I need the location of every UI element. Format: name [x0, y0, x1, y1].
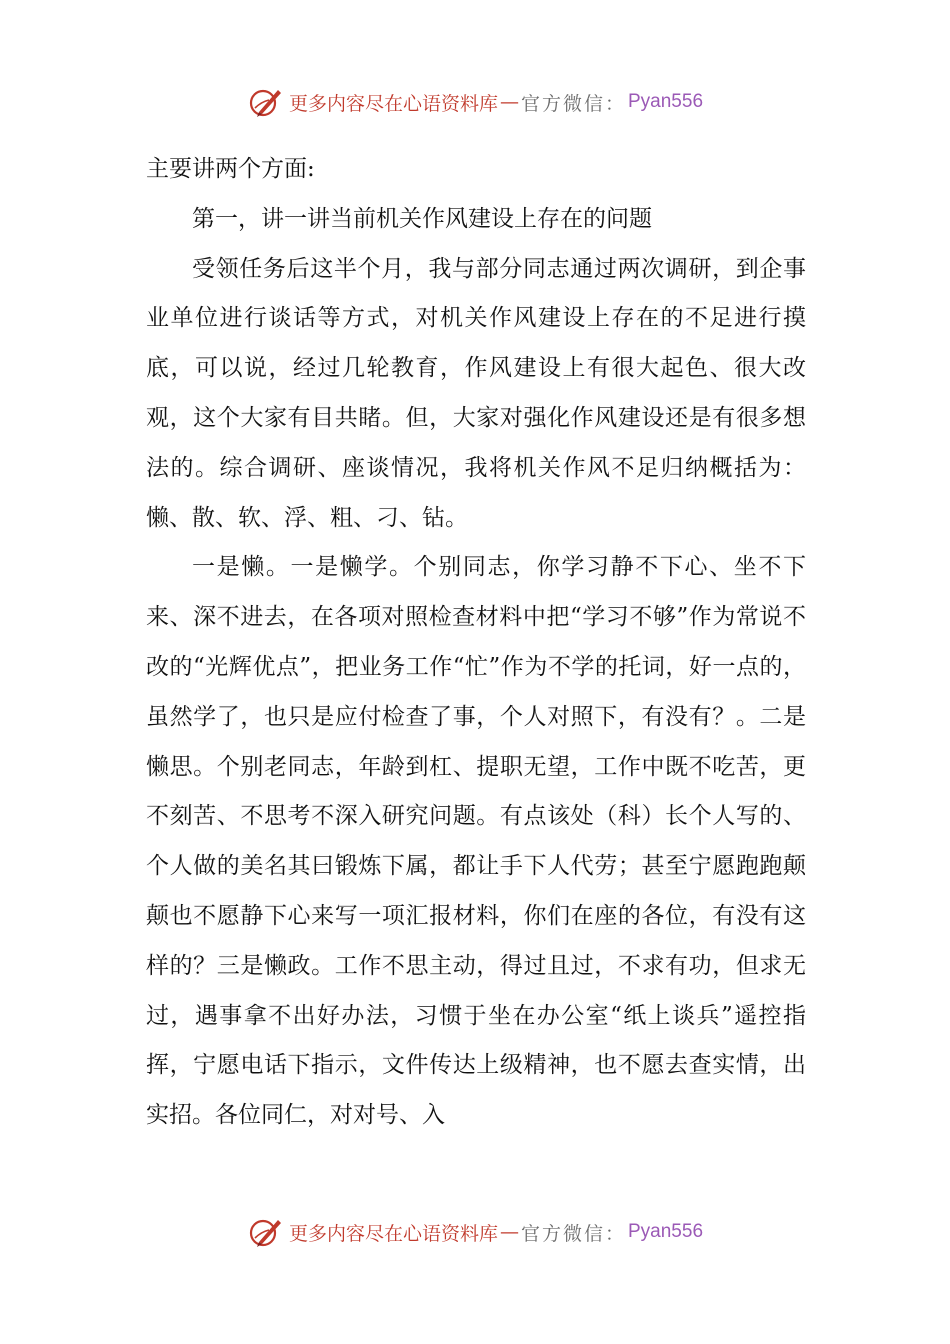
banner-label: 官方微信： [520, 92, 626, 115]
document-body [146, 145, 806, 1141]
footer-banner [0, 1212, 950, 1252]
banner-brand: 更多内容尽在心语资料库 [288, 1222, 498, 1245]
section-heading: 第一，讲一讲当前机关作风建设上存在的问题 [192, 205, 652, 232]
paragraph-intro: 主要讲两个方面: [146, 156, 315, 182]
paragraph: 一是懒。一是懒学。个别同志，你学习静不下心、坐不下来、深不进去，在各项对照检查材料中把“学习不够”作为常说不改的“光辉优点”，把业务工作“忙”作为不学的托词，好一点的，虽然学了，也只是应付检查了事，个人对照下，有没有？。二是懒思。个别老同志，年龄到杠、提职无望，工作中既不吃苦，更不刻苦、不思考不深入研究问题。有点该处（科）长个人写的、个人做的美名其曰锻炼下属，都让手下人代劳；甚至宁愿跑跑颠颠也不愿静下心来写一项汇报材料，你们在座的各位，有没有这样的？三是懒政。工作不思主动，得过且过，不求有功，但求无过，遇事拿不出好办法，习惯于坐在办公室“纸上谈兵”遥控指挥，宁愿电话下指示，文件传达上级精神，也不愿去查实情，出实招。各位同仁，对对号、入 [146, 554, 806, 1129]
pen-circle-logo-icon [247, 1214, 283, 1250]
banner-wechat-id: Pyan556 [628, 91, 704, 112]
banner-text [289, 89, 703, 116]
banner-label: 官方微信： [520, 1222, 626, 1245]
banner-wechat-id: Pyan556 [628, 1221, 704, 1242]
pen-circle-logo-icon [247, 84, 283, 120]
banner-brand: 更多内容尽在心语资料库 [288, 92, 498, 115]
banner-text [289, 1219, 703, 1246]
banner-dash: — [499, 91, 519, 113]
header-banner [0, 82, 950, 122]
banner-dash: — [499, 1221, 519, 1243]
paragraph: 受领任务后这半个月，我与部分同志通过两次调研，到企事业单位进行谈话等方式，对机关作风建设上存在的不足进行摸底，可以说，经过几轮教育，作风建设上有很大起色、很大改观，这个大家有目共睹。但，大家对强化作风建设还是有很多想法的。综合调研、座谈情况，我将机关作风不足归纳概括为：懒、散、软、浮、粗、刁、钻。 [146, 255, 806, 531]
